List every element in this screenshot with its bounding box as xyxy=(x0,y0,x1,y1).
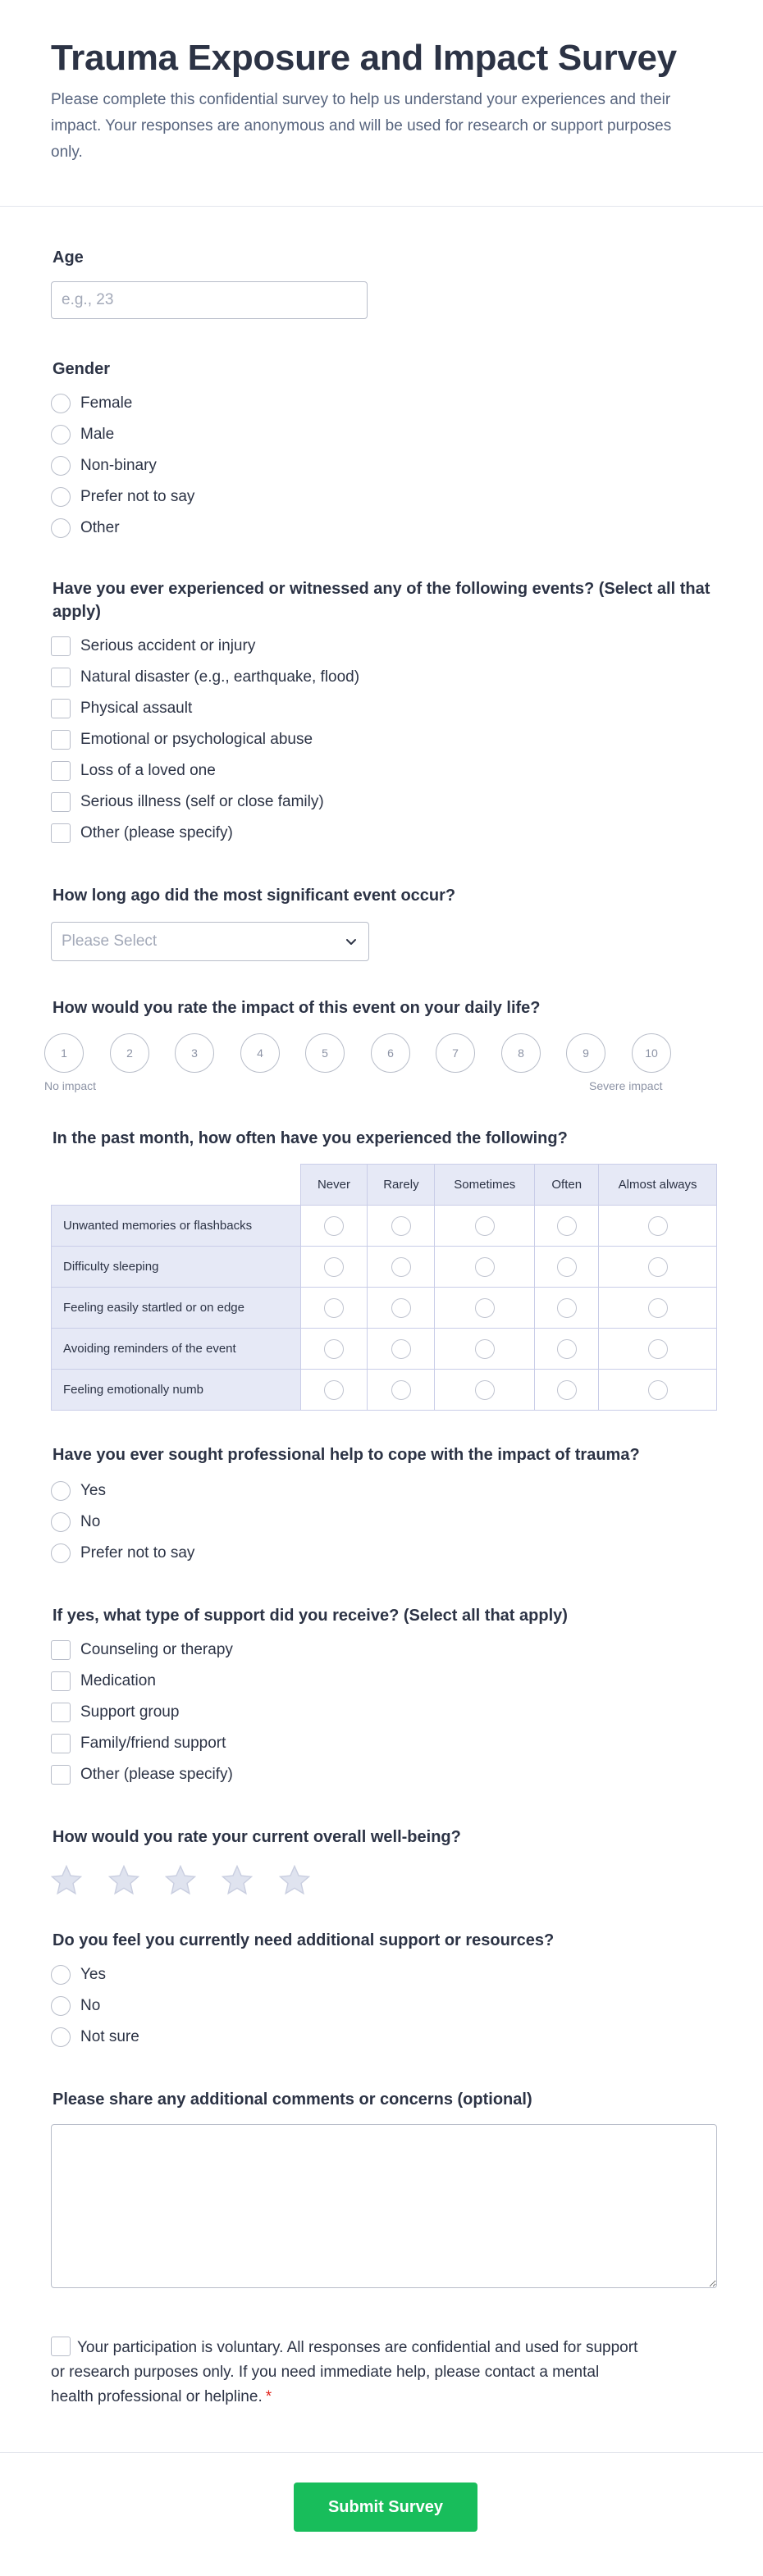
need-option-not-sure[interactable] xyxy=(51,2026,139,2049)
star-rating-icon[interactable] xyxy=(220,1863,254,1898)
option-label: Support group xyxy=(80,1703,180,1721)
radio-button[interactable] xyxy=(51,518,71,538)
gender-label: Gender xyxy=(53,360,111,378)
matrix-radio[interactable] xyxy=(391,1339,411,1359)
matrix-column-header: Often xyxy=(535,1165,599,1206)
matrix-radio[interactable] xyxy=(324,1380,344,1400)
option-label: Other (please specify) xyxy=(80,824,233,841)
event-time-dropdown[interactable] xyxy=(51,922,369,961)
option-label: Yes xyxy=(80,1966,106,1983)
option-label: Prefer not to say xyxy=(80,488,195,505)
option-label: Not sure xyxy=(80,2028,139,2045)
scale-option-10[interactable]: 10 xyxy=(632,1033,671,1073)
matrix-radio[interactable] xyxy=(648,1298,668,1318)
checkbox[interactable] xyxy=(51,668,71,687)
matrix-radio[interactable] xyxy=(557,1339,577,1359)
scale-option-1[interactable]: 1 xyxy=(44,1033,84,1073)
matrix-radio[interactable] xyxy=(557,1298,577,1318)
need-label: Do you feel you currently need additional support or resources? xyxy=(53,1931,555,1949)
support-label: If yes, what type of support did you receive? (Select all that apply) xyxy=(53,1607,568,1625)
events-label: Have you ever experienced or witnessed any of the following events? (Select all that apply) xyxy=(53,580,710,621)
option-label: Loss of a loved one xyxy=(80,762,216,779)
matrix-radio[interactable] xyxy=(475,1339,495,1359)
matrix-row xyxy=(52,1288,717,1329)
page-title: Trauma Exposure and Impact Survey xyxy=(51,38,677,78)
option-label: Serious accident or injury xyxy=(80,637,256,654)
option-label: Counseling or therapy xyxy=(80,1641,233,1658)
gender-option-non-binary[interactable] xyxy=(51,454,157,477)
matrix-radio[interactable] xyxy=(391,1380,411,1400)
help-label: Have you ever sought professional help to cope with the impact of trauma? xyxy=(53,1446,640,1464)
checkbox[interactable] xyxy=(51,1703,71,1722)
radio-button[interactable] xyxy=(51,1965,71,1985)
need-option-no[interactable] xyxy=(51,1995,100,2017)
scale-max-caption: Severe impact xyxy=(589,1079,663,1092)
star-rating-icon[interactable] xyxy=(163,1863,198,1898)
support-option[interactable] xyxy=(51,1670,156,1693)
scale-option-2[interactable]: 2 xyxy=(110,1033,149,1073)
matrix-radio[interactable] xyxy=(391,1257,411,1277)
gender-option-other[interactable] xyxy=(51,517,120,540)
footer-divider xyxy=(0,2452,763,2453)
support-option[interactable] xyxy=(51,1639,233,1662)
option-label: No xyxy=(80,1997,101,2014)
matrix-column-header: Sometimes xyxy=(435,1165,535,1206)
scale-option-9[interactable]: 9 xyxy=(566,1033,605,1073)
star-rating-icon[interactable] xyxy=(49,1863,84,1898)
option-label: Other xyxy=(80,519,120,536)
event-option[interactable] xyxy=(51,822,233,845)
matrix-radio[interactable] xyxy=(475,1216,495,1236)
checkbox[interactable] xyxy=(51,1765,71,1785)
consent-text: Your participation is voluntary. All responses are confidential and used for support or research purposes only. If you need immediate help, please contact a mental health professional or helpline. xyxy=(51,2339,638,2405)
radio-button[interactable] xyxy=(51,1996,71,2016)
help-option-yes[interactable] xyxy=(51,1479,106,1502)
matrix-column-header: Never xyxy=(300,1165,368,1206)
matrix-radio[interactable] xyxy=(324,1339,344,1359)
matrix-row xyxy=(52,1329,717,1370)
matrix-radio[interactable] xyxy=(557,1380,577,1400)
event-option[interactable] xyxy=(51,697,192,720)
option-label: Male xyxy=(80,426,115,443)
matrix-column-header: Almost always xyxy=(599,1165,717,1206)
wellbeing-label: How would you rate your current overall well-being? xyxy=(53,1828,461,1846)
radio-button[interactable] xyxy=(51,1543,71,1563)
event-option[interactable] xyxy=(51,666,359,689)
radio-button[interactable] xyxy=(51,425,71,445)
option-label: Physical assault xyxy=(80,700,193,717)
page-subtitle: Please complete this confidential survey to help us understand your experiences and their impact. Your responses are anonymous and will be used for research or support purposes only. xyxy=(51,91,672,161)
checkbox[interactable] xyxy=(51,761,71,781)
matrix-radio[interactable] xyxy=(324,1257,344,1277)
impact-label: How would you rate the impact of this event on your daily life? xyxy=(53,999,541,1017)
consent-field[interactable] xyxy=(51,2336,642,2410)
required-marker: * xyxy=(265,2388,272,2405)
event-option[interactable] xyxy=(51,791,324,814)
scale-option-3[interactable]: 3 xyxy=(175,1033,214,1073)
chevron-down-icon xyxy=(344,934,359,949)
matrix-radio[interactable] xyxy=(648,1380,668,1400)
option-label: Natural disaster (e.g., earthquake, flood) xyxy=(80,668,360,686)
matrix-column-header: Rarely xyxy=(368,1165,435,1206)
event-option[interactable] xyxy=(51,759,216,782)
dropdown-placeholder: Please Select xyxy=(62,932,158,950)
comments-label: Please share any additional comments or concerns (optional) xyxy=(53,2090,532,2109)
matrix-radio[interactable] xyxy=(391,1298,411,1318)
checkbox[interactable] xyxy=(51,823,71,843)
radio-button[interactable] xyxy=(51,487,71,507)
support-option[interactable] xyxy=(51,1732,226,1755)
form-header xyxy=(0,0,763,207)
consent-checkbox[interactable] xyxy=(51,2337,71,2356)
matrix-row xyxy=(52,1247,717,1288)
matrix-radio[interactable] xyxy=(648,1257,668,1277)
checkbox[interactable] xyxy=(51,636,71,656)
age-label: Age xyxy=(53,248,84,267)
gender-option-male[interactable] xyxy=(51,423,114,446)
support-option[interactable] xyxy=(51,1763,233,1786)
matrix-row-label: Unwanted memories or flashbacks xyxy=(52,1206,301,1247)
option-label: Serious illness (self or close family) xyxy=(80,793,324,810)
matrix-row-label: Difficulty sleeping xyxy=(52,1247,301,1288)
matrix-radio[interactable] xyxy=(475,1298,495,1318)
gender-option-prefer-not[interactable] xyxy=(51,486,194,508)
matrix-radio[interactable] xyxy=(648,1216,668,1236)
radio-button[interactable] xyxy=(51,1512,71,1532)
option-label: Female xyxy=(80,394,133,412)
radio-button[interactable] xyxy=(51,1481,71,1501)
matrix-radio[interactable] xyxy=(324,1298,344,1318)
radio-button[interactable] xyxy=(51,394,71,413)
matrix-radio[interactable] xyxy=(475,1380,495,1400)
star-rating-icon[interactable] xyxy=(107,1863,141,1898)
checkbox[interactable] xyxy=(51,699,71,718)
matrix-radio[interactable] xyxy=(475,1257,495,1277)
scale-option-7[interactable]: 7 xyxy=(436,1033,475,1073)
scale-min-caption: No impact xyxy=(44,1079,97,1092)
radio-button[interactable] xyxy=(51,456,71,476)
scale-option-4[interactable]: 4 xyxy=(240,1033,280,1073)
scale-option-5[interactable]: 5 xyxy=(305,1033,345,1073)
option-label: No xyxy=(80,1513,101,1530)
option-label: Non-binary xyxy=(80,457,157,474)
option-label: Yes xyxy=(80,1482,106,1499)
matrix-radio[interactable] xyxy=(557,1216,577,1236)
option-label: Family/friend support xyxy=(80,1735,226,1752)
matrix-radio[interactable] xyxy=(648,1339,668,1359)
checkbox[interactable] xyxy=(51,730,71,750)
matrix-radio[interactable] xyxy=(391,1216,411,1236)
matrix-row xyxy=(52,1370,717,1411)
matrix-label: In the past month, how often have you experienced the following? xyxy=(53,1129,568,1147)
support-option[interactable] xyxy=(51,1701,179,1724)
matrix-row-label: Avoiding reminders of the event xyxy=(52,1329,301,1370)
event-time-label: How long ago did the most significant event occur? xyxy=(53,887,456,905)
option-label: Emotional or psychological abuse xyxy=(80,731,313,748)
event-option[interactable] xyxy=(51,728,313,751)
frequency-matrix xyxy=(51,1164,717,1411)
gender-option-female[interactable] xyxy=(51,392,132,415)
scale-option-8[interactable]: 8 xyxy=(501,1033,541,1073)
event-option[interactable] xyxy=(51,635,255,658)
submit-button[interactable]: Submit Survey xyxy=(294,2483,477,2532)
matrix-row xyxy=(52,1206,717,1247)
comments-textarea[interactable] xyxy=(51,2124,717,2288)
matrix-row-label: Feeling emotionally numb xyxy=(52,1370,301,1411)
help-option-prefer-not[interactable] xyxy=(51,1542,194,1565)
checkbox[interactable] xyxy=(51,1734,71,1753)
checkbox[interactable] xyxy=(51,1640,71,1660)
matrix-radio[interactable] xyxy=(324,1216,344,1236)
matrix-radio[interactable] xyxy=(557,1257,577,1277)
help-option-no[interactable] xyxy=(51,1511,100,1534)
scale-option-6[interactable]: 6 xyxy=(371,1033,410,1073)
option-label: Other (please specify) xyxy=(80,1766,233,1783)
age-input[interactable] xyxy=(51,281,368,319)
matrix-corner xyxy=(52,1165,301,1206)
option-label: Medication xyxy=(80,1672,156,1689)
checkbox[interactable] xyxy=(51,792,71,812)
option-label: Prefer not to say xyxy=(80,1544,195,1562)
matrix-row-label: Feeling easily startled or on edge xyxy=(52,1288,301,1329)
radio-button[interactable] xyxy=(51,2027,71,2047)
need-option-yes[interactable] xyxy=(51,1963,106,1986)
star-rating-icon[interactable] xyxy=(277,1863,312,1898)
checkbox[interactable] xyxy=(51,1671,71,1691)
